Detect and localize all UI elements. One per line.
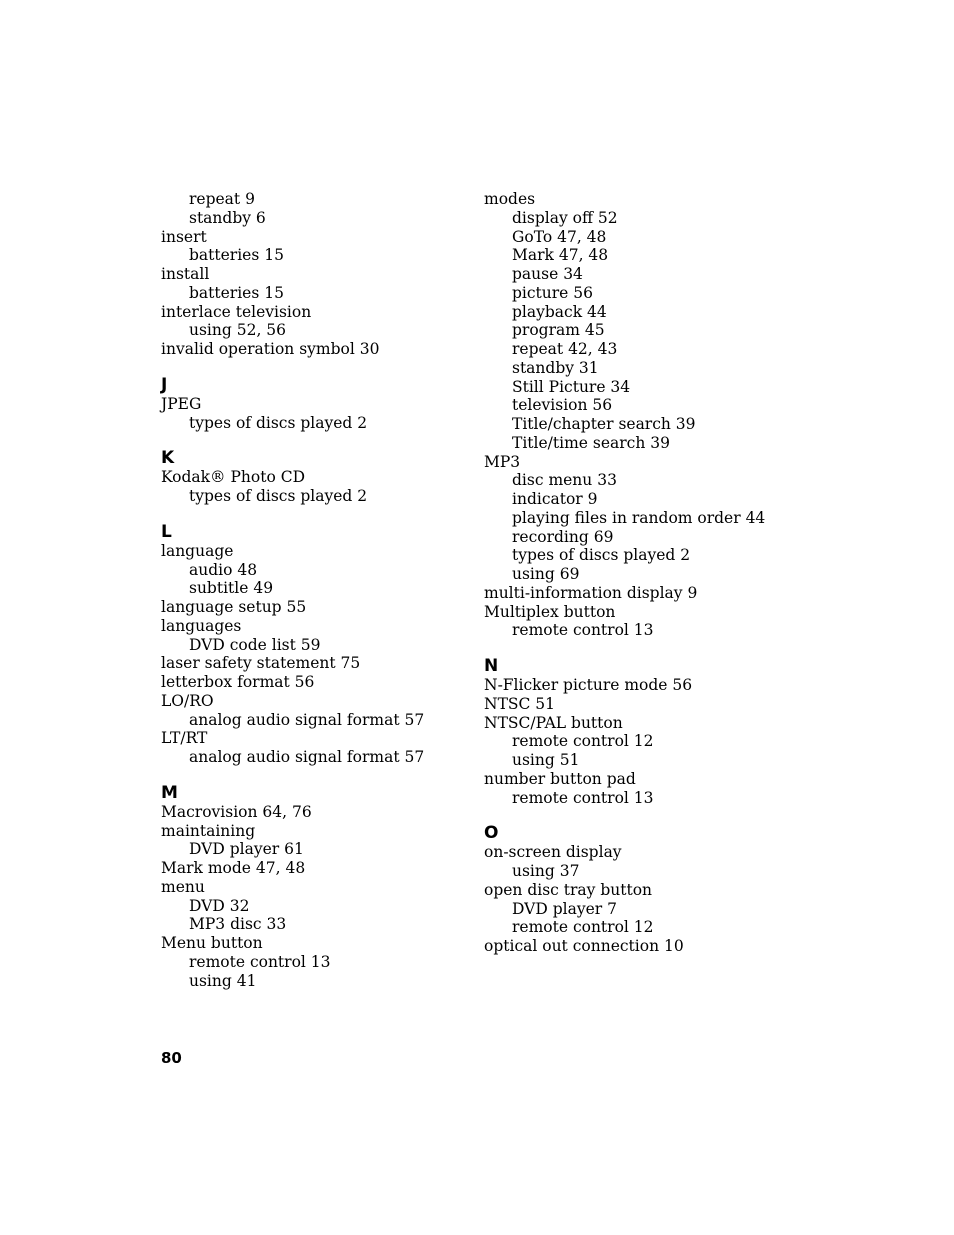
index-entry: on-screen display [484, 843, 622, 862]
index-subentry: DVD player 7 [512, 899, 617, 918]
index-subentry: analog audio signal format 57 [189, 710, 425, 729]
index-subentry: playback 44 [512, 302, 607, 321]
index-subentry: indicator 9 [512, 490, 598, 508]
index-subentry: pause 34 [512, 265, 583, 283]
index-subentry: standby 6 [189, 208, 266, 227]
index-subentry: analog audio signal format 57 [189, 748, 425, 766]
index-subentry: recording 69 [512, 527, 614, 546]
index-subentry: Title/time search 39 [512, 433, 670, 452]
index-entry: interlace television [161, 302, 312, 321]
index-entry: Kodak® Photo CD [161, 468, 305, 487]
index-entry: multi-information display 9 [484, 583, 698, 602]
index-subentry: using 41 [189, 971, 257, 990]
index-entry: install [161, 265, 210, 283]
section-letter: L [161, 521, 172, 542]
index-entry: Macrovision 64, 76 [161, 802, 312, 821]
index-subentry: remote control 13 [189, 952, 331, 971]
index-subentry: remote control 13 [512, 788, 654, 807]
index-entry: invalid operation symbol 30 [161, 340, 380, 358]
index-subentry: using 51 [512, 751, 580, 769]
index-subentry: types of discs played 2 [512, 546, 691, 565]
index-subentry: DVD 32 [189, 896, 250, 915]
index-subentry: program 45 [512, 321, 605, 340]
index-entry: LT/RT [161, 729, 208, 748]
index-subentry: using 37 [512, 862, 580, 880]
index-entry: language setup 55 [161, 598, 307, 616]
index-entry: languages [161, 616, 242, 635]
index-subentry: MP3 disc 33 [189, 915, 287, 934]
index-entry: open disc tray button [484, 880, 653, 899]
index-subentry: standby 31 [512, 358, 599, 377]
index-subentry: display off 52 [512, 208, 618, 227]
index-subentry: repeat 42, 43 [512, 340, 618, 358]
index-subentry: batteries 15 [189, 283, 284, 302]
index-entry: Multiplex button [484, 602, 616, 621]
index-subentry: Mark 47, 48 [512, 246, 609, 265]
section-letter: N [484, 656, 499, 676]
index-entry: NTSC/PAL button [484, 713, 623, 732]
index-entry: menu [161, 877, 205, 896]
index-entry: optical out connection 10 [484, 937, 684, 955]
index-subentry: audio 48 [189, 560, 258, 579]
index-subentry: batteries 15 [189, 246, 284, 265]
index-subentry: types of discs played 2 [189, 413, 368, 432]
index-entry: modes [484, 190, 536, 208]
index-subentry: types of discs played 2 [189, 487, 368, 505]
index-subentry: using 52, 56 [189, 321, 287, 340]
index-subentry: playing files in random order 44 [512, 508, 766, 527]
section-letter: K [161, 448, 175, 469]
index-entry: language [161, 541, 234, 560]
index-entry: JPEG [161, 394, 202, 413]
index-entry: letterbox format 56 [161, 673, 315, 691]
section-letter: O [484, 823, 499, 844]
page-number: 80 [161, 1049, 182, 1067]
index-entry: number button pad [484, 769, 636, 788]
section-letter: J [161, 374, 168, 395]
index-subentry: DVD player 61 [189, 840, 304, 859]
index-subentry: remote control 12 [512, 732, 654, 751]
index-subentry: picture 56 [512, 283, 594, 302]
index-entry: insert [161, 227, 207, 246]
index-entry: laser safety statement 75 [161, 654, 361, 673]
index-entry: Mark mode 47, 48 [161, 859, 306, 877]
index-subentry: television 56 [512, 396, 613, 415]
index-subentry: repeat 9 [189, 190, 255, 208]
index-subentry: DVD code list 59 [189, 635, 321, 654]
index-subentry: remote control 13 [512, 621, 654, 640]
index-entry: maintaining [161, 821, 256, 840]
index-entry: LO/RO [161, 691, 214, 710]
index-column-left [161, 190, 481, 990]
index-entry: Menu button [161, 934, 263, 952]
index-subentry: disc menu 33 [512, 471, 617, 490]
index-subentry: Title/chapter search 39 [512, 415, 696, 433]
index-entry: MP3 [484, 452, 521, 471]
index-subentry: remote control 12 [512, 918, 654, 937]
index-subentry: subtitle 49 [189, 579, 274, 598]
index-entry: N-Flicker picture mode 56 [484, 676, 693, 694]
section-letter: M [161, 782, 178, 803]
index-subentry: GoTo 47, 48 [512, 227, 607, 246]
index-entry: NTSC 51 [484, 694, 556, 713]
index-column-right [484, 190, 804, 956]
index-subentry: Still Picture 34 [512, 377, 631, 396]
index-subentry: using 69 [512, 565, 580, 583]
